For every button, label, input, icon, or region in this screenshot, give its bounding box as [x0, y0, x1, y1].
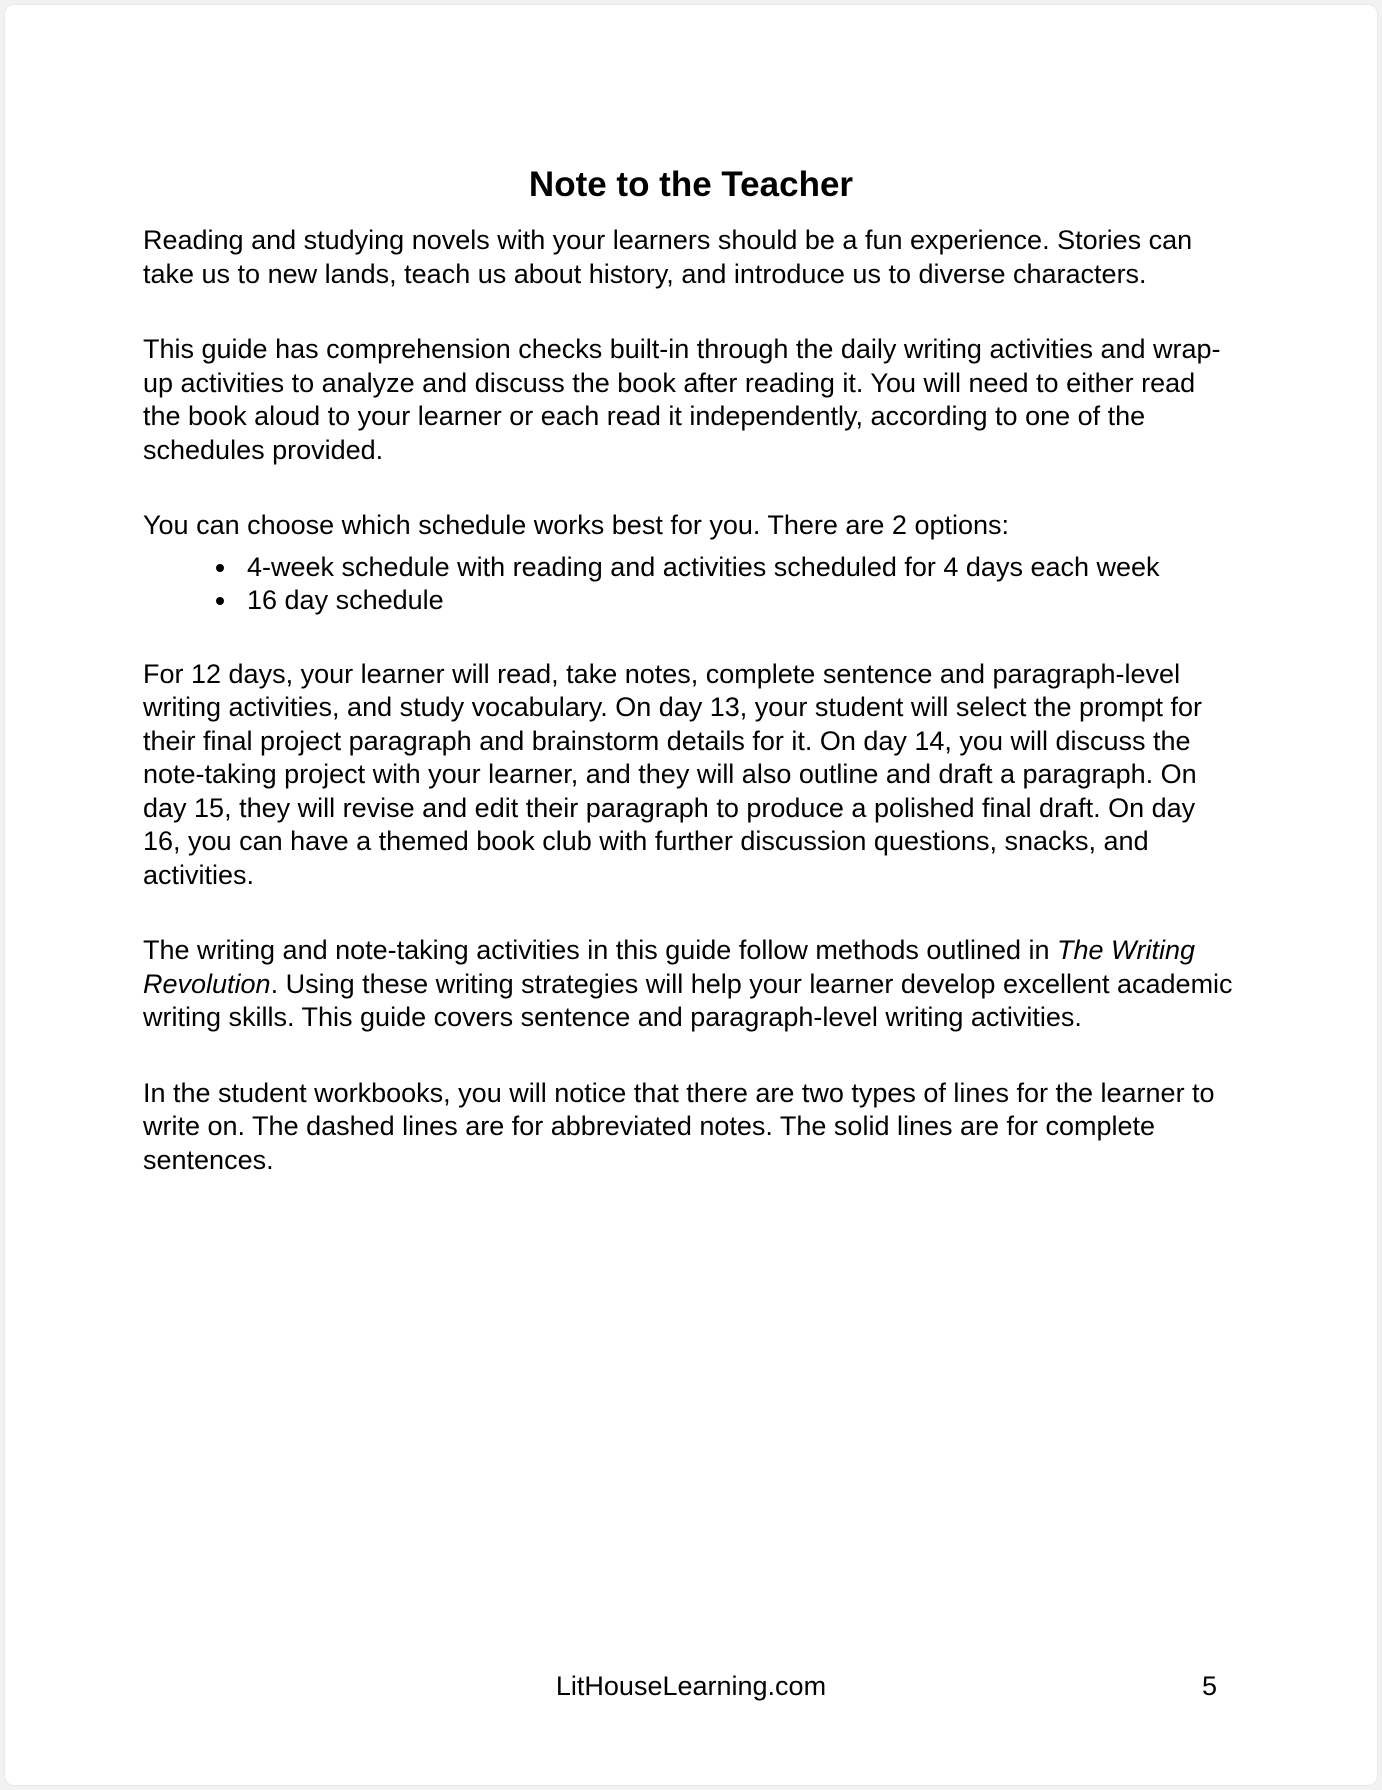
writing-revolution-text-after: . Using these writing strategies will help your learner develop excellent academic writing skills. This guide covers sentence and paragraph-level writing activities. — [143, 968, 1233, 1032]
schedule-option-16-day: • 16 day schedule — [239, 584, 1239, 618]
paragraph-writing-revolution — [143, 934, 1239, 1035]
paragraph-schedule-intro: You can choose which schedule works best for you. There are 2 options: — [143, 510, 1010, 540]
footer-page-number: 5 — [1201, 1671, 1217, 1701]
document-content — [143, 0, 1239, 1219]
writing-revolution-text-before: The writing and note-taking activities in this guide follow methods outlined in — [143, 935, 1058, 965]
page-footer — [143, 1670, 1239, 1704]
paragraph-daily-plan: For 12 days, your learner will read, take notes, complete sentence and paragraph-level writing activities, and study vocabulary. On day 13, your student will select the prompt for their final project paragraph and brainstorm details for it. On day 14, you will discuss the note-taking project with your learner, and they will also outline and draft a paragraph. On day 15, they will revise and edit their paragraph to produce a polished final draft. On day 16, you can have a themed book club with further discussion questions, snacks, and activities. — [143, 658, 1202, 890]
page-title: Note to the Teacher — [528, 165, 854, 204]
paragraph-guide-overview: This guide has comprehension checks built-in through the daily writing activities and wrap-up activities to analyze and discuss the book after reading it. You will need to either read the book aloud to your learner or each read it independently, according to one of the schedules provided. — [143, 334, 1221, 465]
schedule-option-4-week: • 4-week schedule with reading and activities scheduled for 4 days each week — [239, 551, 1239, 585]
paragraph-reading-intro: Reading and studying novels with your learners should be a fun experience. Stories can take us to new lands, teach us about history, and introduce us to diverse characters. — [143, 225, 1193, 289]
footer-website: LitHouseLearning.com — [555, 1671, 827, 1701]
paragraph-workbook-lines: In the student workbooks, you will notice that there are two types of lines for the learner to write on. The dashed lines are for abbreviated notes. The solid lines are for complete sentences. — [143, 1077, 1215, 1175]
writing-revolution-book-title: The Writing Revolution — [143, 935, 1196, 999]
schedule-options-list — [143, 551, 1239, 618]
